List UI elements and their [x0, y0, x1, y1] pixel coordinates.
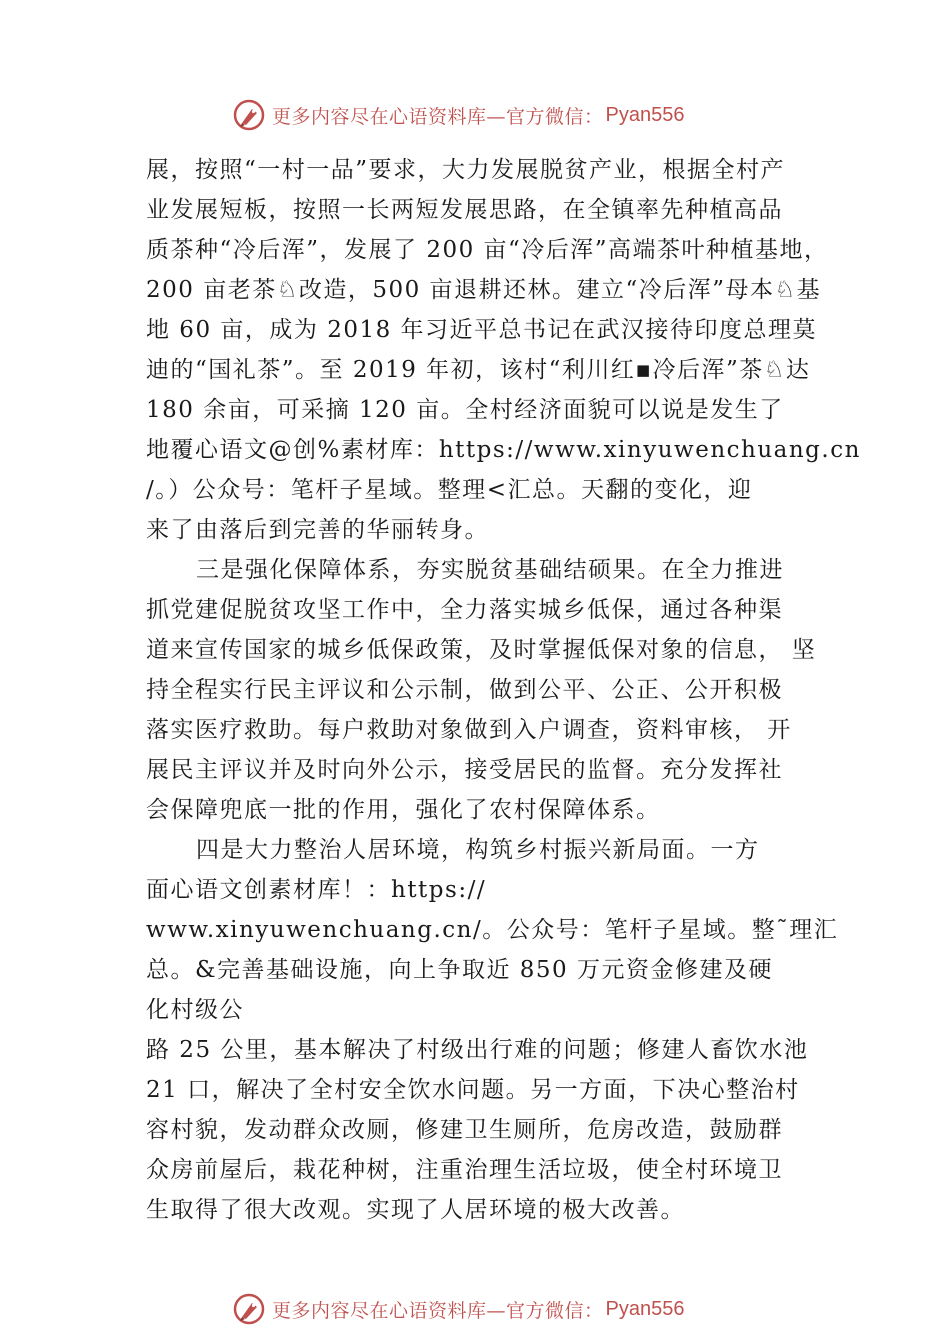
- text-line: 180 余亩，可采摘 120 亩。全村经济面貌可以说是发生了: [146, 397, 784, 423]
- pen-nib-logo-icon: [232, 1292, 266, 1326]
- pen-nib-logo-icon: [232, 98, 266, 132]
- text-line: 展民主评议并及时向外公示，接受居民的监督。充分发挥社: [146, 757, 783, 783]
- text-line: 道来宣传国家的城乡低保政策，及时掌握低保对象的信息， 坚: [146, 637, 817, 663]
- text-line: 21 口，解决了全村安全饮水问题。另一方面，下决心整治村: [146, 1077, 800, 1103]
- text-line: 容村貌，发动群众改厕，修建卫生厕所，危房改造，鼓励群: [146, 1117, 783, 1143]
- paragraph-start-line: 三是强化保障体系，夯实脱贫基础结硕果。在全力推进: [196, 557, 784, 583]
- text-line: 总。&完善基础设施，向上争取近 850 万元资金修建及硬: [146, 957, 773, 983]
- text-line: www.xinyuwenchuang.cn/。公众号：笔杆子星域。整˜理汇: [146, 917, 839, 943]
- text-line: 地覆心语文@创%素材库：https://www.xinyuwenchuang.cn: [146, 437, 861, 463]
- text-line: 迪的“国礼茶”。至 2019 年初，该村“利川红▪冷后浑”茶♘达: [146, 357, 811, 383]
- banner-text: 更多内容尽在心语资料库—官方微信：: [272, 1299, 604, 1322]
- wechat-id: Pyan556: [605, 1297, 685, 1320]
- text-line: 路 25 公里，基本解决了村级出行难的问题；修建人畜饮水池: [146, 1037, 809, 1063]
- text-line: 生取得了很大改观。实现了人居环境的极大改善。: [146, 1197, 685, 1223]
- text-line: 业发展短板，按照一长两短发展思路，在全镇率先种植高品: [146, 197, 783, 223]
- text-line: 化村级公: [146, 997, 244, 1023]
- wechat-id: Pyan556: [605, 103, 685, 126]
- text-line: 抓党建促脱贫攻坚工作中，全力落实城乡低保，通过各种渠: [146, 597, 783, 623]
- banner-text: 更多内容尽在心语资料库—官方微信：: [272, 105, 604, 128]
- footer-banner: [232, 1290, 752, 1328]
- text-line: 200 亩老茶♘改造，500 亩退耕还林。建立“冷后浑”母本♘基: [146, 277, 822, 303]
- paragraph-start-line: 四是大力整治人居环境，构筑乡村振兴新局面。一方: [196, 837, 760, 863]
- text-line: 众房前屋后，栽花种树，注重治理生活垃圾，使全村环境卫: [146, 1157, 783, 1183]
- document-body: [146, 150, 861, 1230]
- text-line: /。）公众号：笔杆子星域。整理<汇总。天翻的变化，迎: [146, 477, 753, 503]
- header-banner: [232, 96, 752, 134]
- text-line: 持全程实行民主评议和公示制，做到公平、公正、公开积极: [146, 677, 783, 703]
- text-line: 展，按照“一村一品”要求，大力发展脱贫产业，根据全村产: [146, 157, 786, 183]
- text-line: 落实医疗救助。每户救助对象做到入户调查，资料审核， 开: [146, 717, 792, 743]
- text-line: 面心语文创素材库！：https://: [146, 877, 487, 903]
- text-line: 地 60 亩，成为 2018 年习近平总书记在武汉接待印度总理莫: [146, 317, 818, 343]
- text-line: 会保障兜底一批的作用，强化了农村保障体系。: [146, 797, 661, 823]
- text-line: 质茶种“冷后浑”，发展了 200 亩“冷后浑”高端茶叶种植基地，: [146, 237, 829, 263]
- text-line: 来了由落后到完善的华丽转身。: [146, 517, 489, 543]
